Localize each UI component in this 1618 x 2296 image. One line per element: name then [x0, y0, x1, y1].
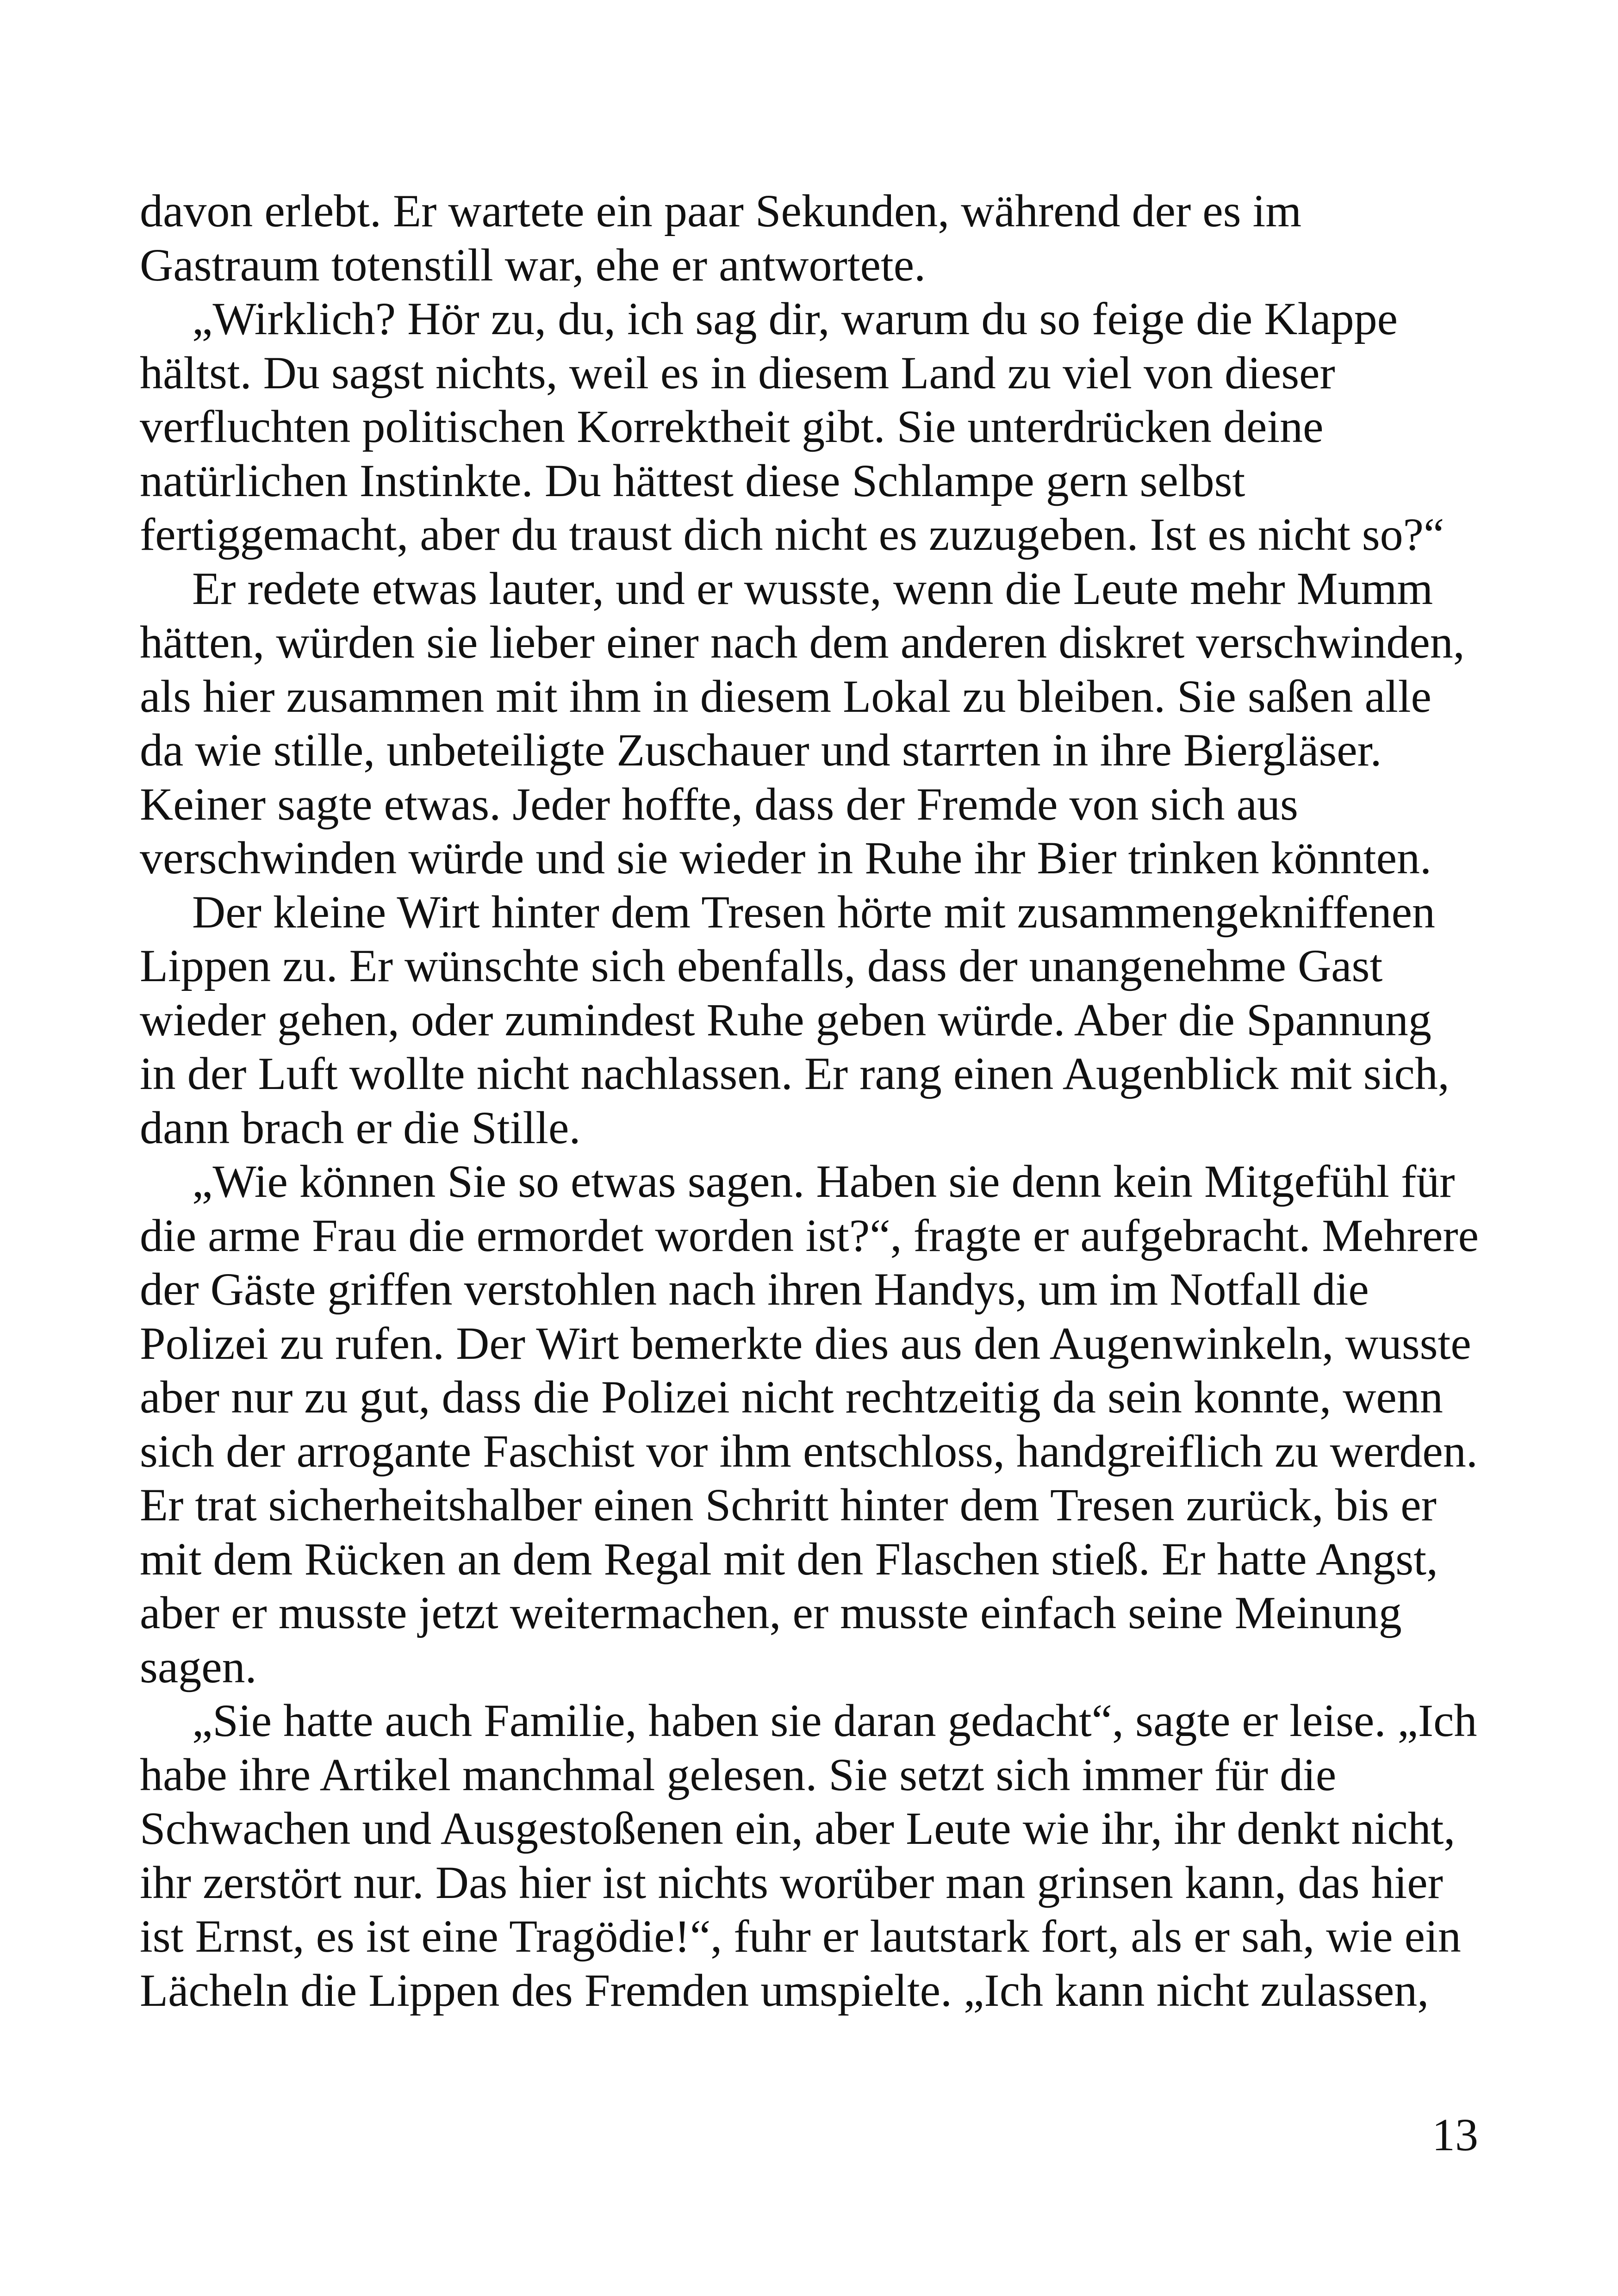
text-line: verfluchten politischen Korrektheit gibt. Sie unterdrücken deine	[140, 401, 1324, 452]
text-line: Schwachen und Ausgestoßenen ein, aber Leute wie ihr, ihr denkt nicht,	[140, 1803, 1456, 1854]
text-line: Keiner sagte etwas. Jeder hoffte, dass der Fremde von sich aus	[140, 778, 1298, 830]
text-line: „Sie hatte auch Familie, haben sie daran gedacht“, sagte er leise. „Ich	[192, 1695, 1477, 1746]
text-line: hältst. Du sagst nichts, weil es in diesem Land zu viel von dieser	[140, 347, 1335, 398]
text-line: Er redete etwas lauter, und er wusste, wenn die Leute mehr Mumm	[192, 562, 1433, 614]
page-body	[140, 184, 1485, 2017]
text-line: hätten, würden sie lieber einer nach dem anderen diskret verschwinden,	[140, 616, 1465, 668]
text-line: Polizei zu rufen. Der Wirt bemerkte dies aus den Augenwinkeln, wusste	[140, 1317, 1471, 1369]
text-line: aber nur zu gut, dass die Polizei nicht rechtzeitig da sein konnte, wenn	[140, 1371, 1443, 1423]
text-line: in der Luft wollte nicht nachlassen. Er rang einen Augenblick mit sich,	[140, 1048, 1450, 1099]
text-line: Lippen zu. Er wünschte sich ebenfalls, dass der unangenehme Gast	[140, 940, 1383, 991]
text-line: Gastraum totenstill war, ehe er antwortete.	[140, 239, 926, 291]
text-line: dann brach er die Stille.	[140, 1101, 581, 1153]
text-line: Der kleine Wirt hinter dem Tresen hörte mit zusammengekniffenen	[192, 886, 1436, 938]
text-line: fertiggemacht, aber du traust dich nicht es zuzugeben. Ist es nicht so?“	[140, 509, 1444, 560]
text-line: verschwinden würde und sie wieder in Ruhe ihr Bier trinken könnten.	[140, 832, 1431, 884]
text-line: Er trat sicherheitshalber einen Schritt hinter dem Tresen zurück, bis er	[140, 1479, 1437, 1531]
text-line: die arme Frau die ermordet worden ist?“, fragte er aufgebracht. Mehrere	[140, 1209, 1479, 1261]
text-line: natürlichen Instinkte. Du hättest diese Schlampe gern selbst	[140, 454, 1245, 506]
text-line: der Gäste griffen verstohlen nach ihren Handys, um im Notfall die	[140, 1263, 1369, 1315]
text-line: „Wie können Sie so etwas sagen. Haben sie denn kein Mitgefühl für	[192, 1156, 1455, 1207]
page-number: 13	[1432, 2109, 1478, 2160]
text-line: ist Ernst, es ist eine Tragödie!“, fuhr er lautstark fort, als er sah, wie ein	[140, 1910, 1461, 1962]
text-line: sich der arrogante Faschist vor ihm entschloss, handgreiflich zu werden.	[140, 1425, 1478, 1477]
text-line: da wie stille, unbeteiligte Zuschauer und starrten in ihre Biergläser.	[140, 724, 1382, 776]
text-line: davon erlebt. Er wartete ein paar Sekunden, während der es im	[140, 185, 1302, 236]
text-line: mit dem Rücken an dem Regal mit den Flaschen stieß. Er hatte Angst,	[140, 1533, 1438, 1585]
text-line: habe ihre Artikel manchmal gelesen. Sie setzt sich immer für die	[140, 1748, 1337, 1800]
text-line: ihr zerstört nur. Das hier ist nichts worüber man grinsen kann, das hier	[140, 1856, 1443, 1908]
text-line: aber er musste jetzt weitermachen, er musste einfach seine Meinung	[140, 1587, 1402, 1638]
text-line: Lächeln die Lippen des Fremden umspielte. „Ich kann nicht zulassen,	[140, 1964, 1429, 2016]
text-line: als hier zusammen mit ihm in diesem Lokal zu bleiben. Sie saßen alle	[140, 670, 1431, 722]
text-line: „Wirklich? Hör zu, du, ich sag dir, warum du so feige die Klappe	[192, 293, 1398, 344]
text-line: wieder gehen, oder zumindest Ruhe geben würde. Aber die Spannung	[140, 994, 1431, 1045]
text-line: sagen.	[140, 1641, 257, 1692]
